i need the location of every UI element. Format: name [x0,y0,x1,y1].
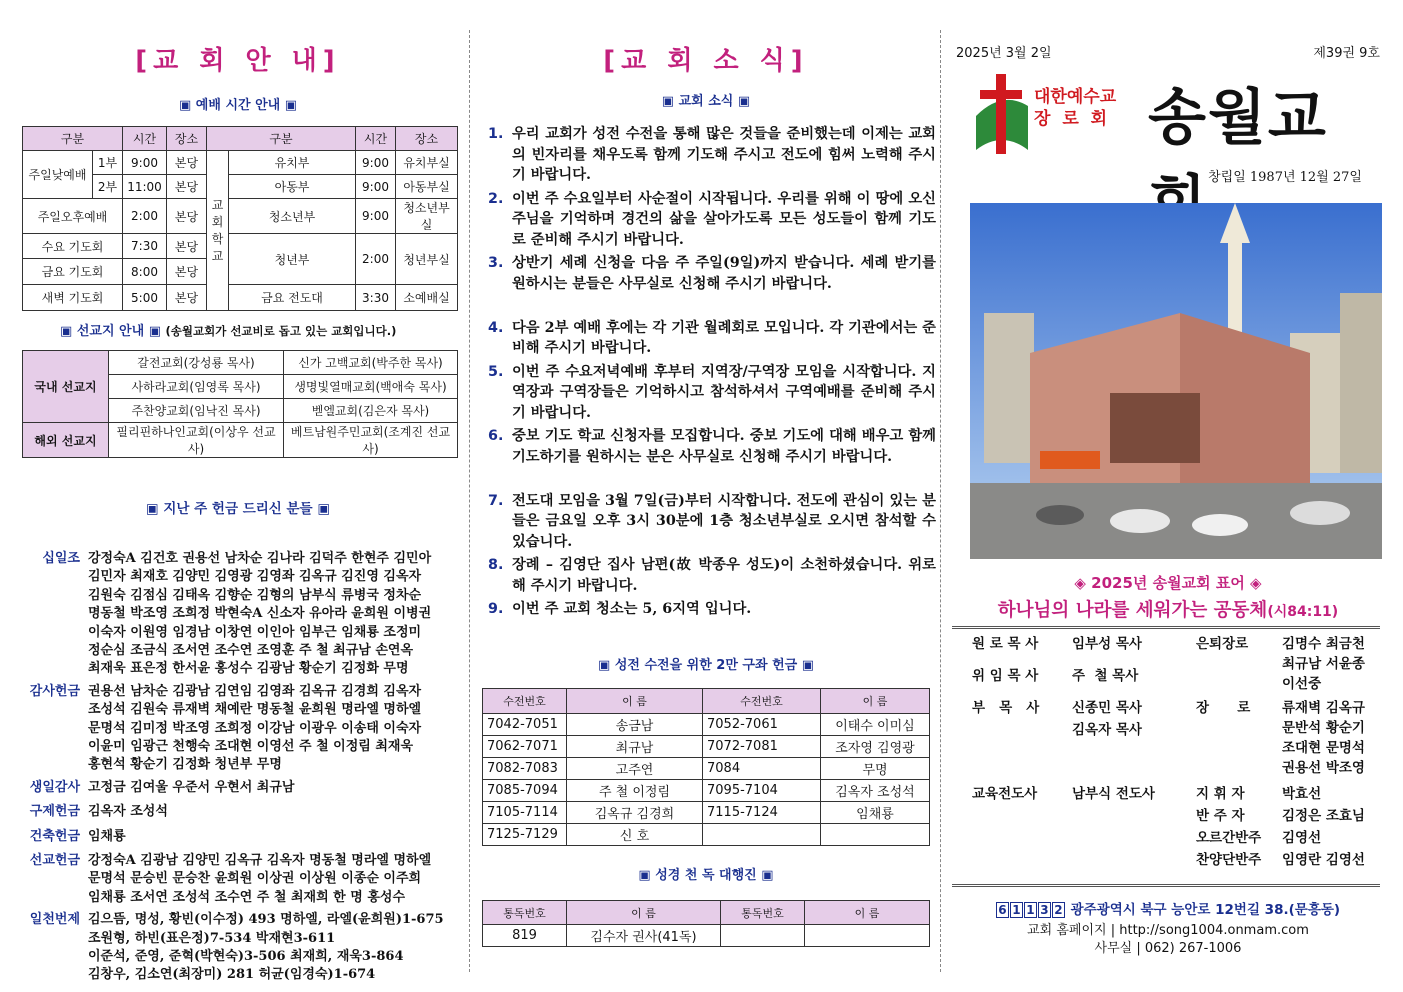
bible-title-text: 성경 천 독 대행진 [655,868,757,883]
elder-name: 임영란 김영선 [1282,852,1365,868]
worship-time-cell: 5:00 [123,285,167,311]
mission-church: 갈전교회(강성룡 목사) [109,351,284,375]
worship-title-text: 예배 시간 안내 [195,98,281,113]
column-divider [469,30,470,972]
issue-volume: 제39권 9호 [1313,46,1380,61]
square-bullet-icon: ▣ [761,868,774,883]
header-cell: 장소 [396,127,458,151]
postal-digit: 1 [1010,902,1023,918]
edu-place-cell: 청년부실 [396,234,458,285]
header-cell: 구분 [207,127,356,151]
column-divider [940,30,941,972]
mission-foreign-label: 해외 선교지 [23,423,109,458]
worship-time-cell: 9:00 [123,151,167,175]
staff-row [972,666,1192,687]
worship-header-row [23,127,458,151]
staff-name: 김옥자 목사 [1072,722,1142,738]
worship-time-cell: 11:00 [123,175,167,199]
square-bullet-icon: ▣ [737,94,751,109]
worship-place-cell: 본당 [167,175,207,199]
pledge-number-cell: 7115-7124 [703,802,821,824]
elder-role: 은퇴장로 [1196,636,1249,652]
header-cell: 이 름 [805,901,930,925]
offering-names [88,803,458,821]
offering-line: 임채룡 조서연 조성석 조수연 주 철 최재희 한 명 홍성수 [88,889,406,905]
elder-name: 권용선 박조영 [1282,760,1365,776]
offering-names [88,828,458,846]
pledge-number-cell: 7125-7129 [483,824,567,846]
postal-digit: 1 [1024,902,1037,918]
worship-group-cell: 주일낮예배 [23,151,93,199]
table-row [23,199,458,234]
pledge-section-title [478,654,934,673]
edu-label-char: 학 [211,231,224,246]
pledge-name-cell: 송금남 [567,714,703,736]
table-row [483,736,930,758]
elder-name: 최규남 서윤종 [1282,656,1365,672]
address-text: 광주광역시 북구 능안로 12번길 38.(문흥동) [1070,902,1341,918]
news-text: 이번 주 수요저녁예배 후부터 지역장/구역장 모임을 시작합니다. 지역장과 구역장들은 기억하시고 참석하셔서 구역예배를 준비해 주시기 바랍니다. [512,363,936,421]
worship-group-cell: 수요 기도회 [23,234,123,259]
church-name: 송월교 [1148,83,1328,153]
staff-row [972,698,1192,719]
elder-role: 오르간반주 [1196,830,1262,846]
offering-line: 명동철 박조영 조희정 박현숙A 신소자 유아라 윤희원 이병권 [88,606,432,622]
worship-group-cell: 주일오후예배 [23,199,123,234]
pledge-number-cell: 7084 [703,758,821,780]
pledge-number-cell: 7052-7061 [703,714,821,736]
postal-digit: 2 [1052,902,1065,918]
news-text: 상반기 세례 신청을 다음 주 주일(9일)까지 받습니다. 세례 받기를 원하시는 분들은 사무실로 신청해 주시기 바랍니다. [512,255,936,292]
square-bullet-icon: ▣ [145,501,159,517]
staff-row [972,720,1192,741]
pledge-number-cell: 7095-7104 [703,780,821,802]
offering-names [88,550,458,679]
double-divider [952,626,1380,629]
homepage[interactable]: 교회 홈페이지 | http://song1004.onmam.com [1027,923,1309,938]
mission-church: 신가 고백교회(박주한 목사) [284,351,458,375]
staff-name: 신종민 목사 [1072,700,1142,716]
offering-line: 고정금 김여울 우준서 우현서 최규남 [88,779,295,795]
staff-role: 교육전도사 [972,786,1038,802]
worship-group-cell: 금요 기도회 [23,259,123,285]
office-phone: 사무실 | 062) 267-1006 [1094,941,1242,956]
elder-names [1282,806,1386,826]
pledge-name-cell: 김옥규 김경희 [567,802,703,824]
edu-time-cell: 9:00 [356,151,396,175]
news-text: 전도대 모임을 3월 7일(금)부터 시작합니다. 전도에 관심이 있는 분들은 금요일 오후 3시 30분에 1층 청소년부실로 오시면 참석할 수 있습니다. [512,492,936,550]
offering-line: 권용선 남차순 김광남 김연임 김영좌 김옥규 김경희 김옥자 [88,683,422,699]
worship-place-cell: 본당 [167,285,207,311]
denomination [1034,86,1116,130]
offering-line: 이숙자 이원영 임경남 이창연 이인아 임부근 임채룡 조정미 [88,624,422,640]
news-number: 6. [488,428,504,444]
elder-name: 조대현 문명석 [1282,740,1365,756]
elder-name: 김정은 조효님 [1282,808,1365,824]
edu-time-cell: 3:30 [356,285,396,311]
offering-line: 김원숙 김점심 김태옥 김향순 김형의 남부식 류병국 정차순 [88,587,422,603]
header-cell: 수전번호 [703,689,821,714]
mission-church: 필리핀하나인교회(이상우 선교사) [109,423,284,458]
staff-name: 남부식 전도사 [1072,786,1155,802]
elder-list [1196,634,1384,884]
news-number: 9. [488,601,504,617]
denomination-line1: 대한예수교 [1034,87,1117,107]
header-cell: 이 름 [821,689,930,714]
offering-label: 선교헌금 [29,853,80,868]
table-row [23,234,458,259]
bible-table [482,900,930,947]
offering-line: 김민자 최재호 김양민 김영광 김영좌 김옥규 김진영 김옥자 [88,569,422,585]
pledge-name-cell [821,824,930,846]
worship-sub-cell: 2부 [93,175,123,199]
denomination-line2: 장 로 회 [1034,109,1111,129]
square-bullet-icon: ▣ [60,324,73,339]
founded-date: 창립일 1987년 12월 27일 [1208,170,1362,185]
news-text: 이번 주 교회 청소는 5, 6지역 입니다. [512,601,752,617]
pledge-table [482,688,930,846]
pledge-number-cell: 7082-7083 [483,758,567,780]
offering-line: 최재욱 표은정 한서윤 홍성수 김광남 황순기 김정화 무명 [88,661,409,677]
news-number: 4. [488,319,504,336]
worship-sub-cell: 1부 [93,151,123,175]
staff-role: 원 로 목 사 [972,636,1039,652]
offering-line: 문명석 김미정 박조영 조희정 이강남 이광우 이송태 이숙자 [88,720,422,736]
elder-names [1282,828,1386,848]
table-row [483,824,930,846]
square-bullet-icon: ▣ [638,868,651,883]
worship-place-cell: 본당 [167,234,207,259]
news-number: 8. [488,557,504,573]
edu-time-cell: 9:00 [356,175,396,199]
pledge-number-cell: 7085-7094 [483,780,567,802]
header-cell: 구분 [23,127,123,151]
staff-row [972,634,1192,655]
pledge-name-cell: 이태수 이미심 [821,714,930,736]
mission-church: 베트남원주민교회(조계진 선교사) [284,423,458,458]
square-bullet-icon: ▣ [148,324,161,339]
elder-role: 지 휘 자 [1196,786,1245,802]
news-text: 다음 2부 예배 후에는 각 기관 월례회로 모입니다. 각 기관에서는 준비해 주시기 바랍니다. [512,319,936,356]
offering-label: 건축헌금 [29,828,80,844]
elder-name: 박효선 [1282,786,1322,802]
offering-label: 일천번제 [29,912,80,928]
mission-domestic-label: 국내 선교지 [23,351,109,423]
staff-name: 임부성 목사 [1072,636,1142,652]
table-row [23,351,458,375]
square-bullet-icon: ▣ [284,98,298,113]
postal-code [996,902,1066,918]
bible-number-cell: 819 [483,925,567,947]
offering-label: 십일조 [42,551,80,566]
table-row [23,151,458,175]
mission-church: 벧엘교회(김은자 목사) [284,399,458,423]
edu-place-cell: 유치부실 [396,151,458,175]
edu-label-char: 회 [211,214,224,229]
table-row [483,758,930,780]
news-text: 이번 주 수요일부터 사순절이 시작됩니다. 우리를 위해 이 땅에 오신 주님을 기억하며 경건의 삶을 살아가도록 모든 성도들이 함께 기도로 준비해 주시기 바랍니다. [512,190,936,248]
offering-line: 강정숙A 김광남 김양민 김옥규 김옥자 명동철 명라엘 명하엘 [88,853,432,868]
elder-name: 김명수 최금천 [1282,636,1365,652]
elder-name: 김영선 [1282,830,1322,846]
pledge-number-cell: 7105-7114 [483,802,567,824]
table-row [483,925,930,947]
middle-column [478,0,934,992]
elder-role: 찬양단반주 [1196,852,1262,868]
offering-line: 김으뜸, 명성, 황빈(이수정) 493 명하엘, 라엘(윤희원)1-675 [88,912,444,928]
elder-name: 이선중 [1282,676,1322,692]
edu-time-cell: 9:00 [356,199,396,234]
worship-place-cell: 본당 [167,199,207,234]
worship-table [22,126,458,311]
edu-place-cell: 소예배실 [396,285,458,311]
church-photo [970,203,1382,559]
offering-line: 문명석 문승빈 문승찬 윤희원 이상권 이상원 이종순 이주희 [88,871,422,887]
worship-section-title [18,94,458,113]
pledge-name-cell: 임채룡 [821,802,930,824]
bible-name-cell: 김수자 권사(41독) [567,925,721,947]
offering-title-text: 지난 주 헌금 드리신 분들 [163,501,313,517]
bible-number-cell [721,925,805,947]
pledge-title-text: 성전 수전을 위한 2만 구좌 헌금 [614,658,798,673]
news-section-title [478,90,934,109]
elder-names [1282,850,1386,870]
edu-label [210,197,225,265]
edu-label-cell [207,151,229,311]
offering-label: 감사헌금 [29,683,80,699]
elder-names [1282,698,1386,778]
offering-list [18,550,458,983]
edu-name-cell: 금요 전도대 [229,285,356,311]
worship-place-cell: 본당 [167,259,207,285]
pledge-number-cell: 7062-7071 [483,736,567,758]
elder-name: 문반석 황순기 [1282,720,1365,736]
postal-digit: 6 [996,902,1009,918]
right-column [952,0,1384,992]
double-divider [952,884,1380,887]
staff-role: 부 목 사 [972,700,1040,716]
header-cell: 이 름 [567,901,721,925]
pledge-name-cell: 신 호 [567,824,703,846]
offering-names [88,852,458,907]
edu-place-cell: 청소년부실 [396,199,458,234]
header-cell: 장소 [167,127,207,151]
edu-name-cell: 청년부 [229,234,356,285]
church-building-image [970,203,1382,559]
pledge-name-cell: 무명 [821,758,930,780]
elder-role: 반 주 자 [1196,808,1245,824]
pledge-name-cell: 조자영 김영광 [821,736,930,758]
address-line [952,898,1384,918]
postal-digit: 3 [1038,902,1051,918]
pledge-name-cell: 고주연 [567,758,703,780]
middle-page-title: [교 회 소 식] [603,46,809,76]
motto-ref: (시84:11) [1267,604,1339,620]
table-row [483,802,930,824]
staff-row [972,784,1192,805]
issue-date: 2025년 3월 2일 [956,46,1052,61]
church-logo [972,70,1032,156]
worship-group-cell: 새벽 기도회 [23,285,123,311]
offering-names [88,911,458,985]
header-cell: 통독번호 [483,901,567,925]
header-cell: 이 름 [567,689,703,714]
header-cell: 시간 [123,127,167,151]
worship-time-cell: 7:30 [123,234,167,259]
header-cell: 수전번호 [483,689,567,714]
header-cell: 시간 [356,127,396,151]
pledge-name-cell: 김옥자 조성석 [821,780,930,802]
news-number: 1. [488,126,504,142]
pledge-number-cell: 7072-7081 [703,736,821,758]
edu-label-char: 교 [211,197,224,212]
left-column [18,0,458,992]
mission-church: 생명빛열매교회(백애숙 목사) [284,375,458,399]
mission-note: (송월교회가 선교비로 돕고 있는 교회입니다.) [165,324,397,338]
news-number: 3. [488,255,504,271]
elder-name: 류재벽 김옥규 [1282,700,1365,716]
pledge-number-cell: 7042-7051 [483,714,567,736]
mission-table [22,350,458,458]
motto [952,596,1384,622]
worship-time-cell: 2:00 [123,199,167,234]
table-row [483,714,930,736]
cross-logo-icon [972,70,1032,156]
square-bullet-icon: ▣ [661,94,675,109]
offering-line: 이윤미 임광근 천행숙 조대현 이영선 주 철 이정림 최재욱 [88,739,414,755]
bible-header-row [483,901,930,925]
pledge-name-cell: 주 철 이정림 [567,780,703,802]
offering-line: 조성석 김원숙 류재벽 채예란 명동철 윤희원 명라엘 명하엘 [88,702,422,718]
mission-title-text: 선교지 안내 [76,324,145,339]
offering-label: 구제헌금 [29,804,80,820]
square-bullet-icon: ▣ [597,658,611,673]
offering-line: 이준석, 준영, 준혁(박현숙)3-506 최재희, 재욱3-864 [88,949,404,964]
offering-line: 정순심 조금식 조서연 조수연 조영훈 주 철 최규남 손연옥 [88,643,414,659]
elder-names [1282,784,1386,804]
news-number: 7. [488,492,504,509]
elder-names [1282,634,1386,694]
header-cell: 통독번호 [721,901,805,925]
news-number: 2. [488,190,504,207]
edu-place-cell: 아동부실 [396,175,458,199]
table-row [483,780,930,802]
mission-church: 주찬양교회(임낙진 목사) [109,399,284,423]
edu-time-cell: 2:00 [356,234,396,285]
news-text: 우리 교회가 성전 수전을 통해 많은 것들을 준비했는데 이제는 교회의 빈자리를 채우도록 함께 기도해 주시고 전도에 힘써 노력해 주시기 바랍니다. [512,126,936,183]
pledge-name-cell: 최규남 [567,736,703,758]
edu-name-cell: 아동부 [229,175,356,199]
table-row [23,285,458,311]
offering-line: 조원형, 하빈(표은정)7-534 박재현3-611 [88,930,336,946]
mission-section-title [60,320,396,339]
mission-church: 사하라교회(임영록 목사) [109,375,284,399]
staff-name: 주 철 목사 [1072,668,1139,684]
worship-place-cell: 본당 [167,151,207,175]
bible-section-title [478,864,934,883]
offering-line: 김옥자 조성석 [88,804,168,820]
offering-names [88,683,458,775]
news-text: 중보 기도 학교 신청자를 모집합니다. 중보 기도에 대해 배우고 함께 기도하기를 원하시는 분은 사무실로 신청해 주시기 바랍니다. [512,428,936,465]
news-list [488,124,936,644]
worship-time-cell: 8:00 [123,259,167,285]
edu-label-char: 교 [211,248,224,263]
offering-section-title [18,497,458,517]
left-page-title: [교 회 안 내] [135,46,341,76]
edu-name-cell: 청소년부 [229,199,356,234]
square-bullet-icon: ▣ [801,658,815,673]
offering-line: 홍현석 황순기 김정화 청년부 무명 [88,757,282,773]
edu-name-cell: 유치부 [229,151,356,175]
bible-name-cell [805,925,930,947]
motto-text: 하나님의 나라를 세워가는 공동체 [997,600,1268,621]
news-text: 장례 – 김영단 집사 남편(故 박종우 성도)이 소천하셨습니다. 위로해 주시기 바랍니다. [512,557,936,594]
staff-list [972,634,1192,834]
pledge-number-cell [703,824,821,846]
motto-title: ◈ 2025년 송월교회 표어 ◈ [1074,574,1262,592]
offering-line: 김창우, 김소연(최장미) 281 허균(임경숙)1-674 [88,967,376,983]
news-title-text: 교회 소식 [678,94,734,109]
elder-role: 장 로 [1196,700,1251,716]
pledge-header-row [483,689,930,714]
offering-names [88,779,458,797]
square-bullet-icon: ▣ [178,98,192,113]
offering-label: 생일감사 [29,779,80,795]
offering-line: 강정숙A 김건호 권용선 남차순 김나라 김덕주 한현주 김민아 [88,551,432,566]
table-row [23,423,458,458]
offering-line: 임채룡 [88,828,126,844]
news-number: 5. [488,363,504,380]
square-bullet-icon: ▣ [317,501,331,517]
staff-role: 위 임 목 사 [972,668,1039,684]
